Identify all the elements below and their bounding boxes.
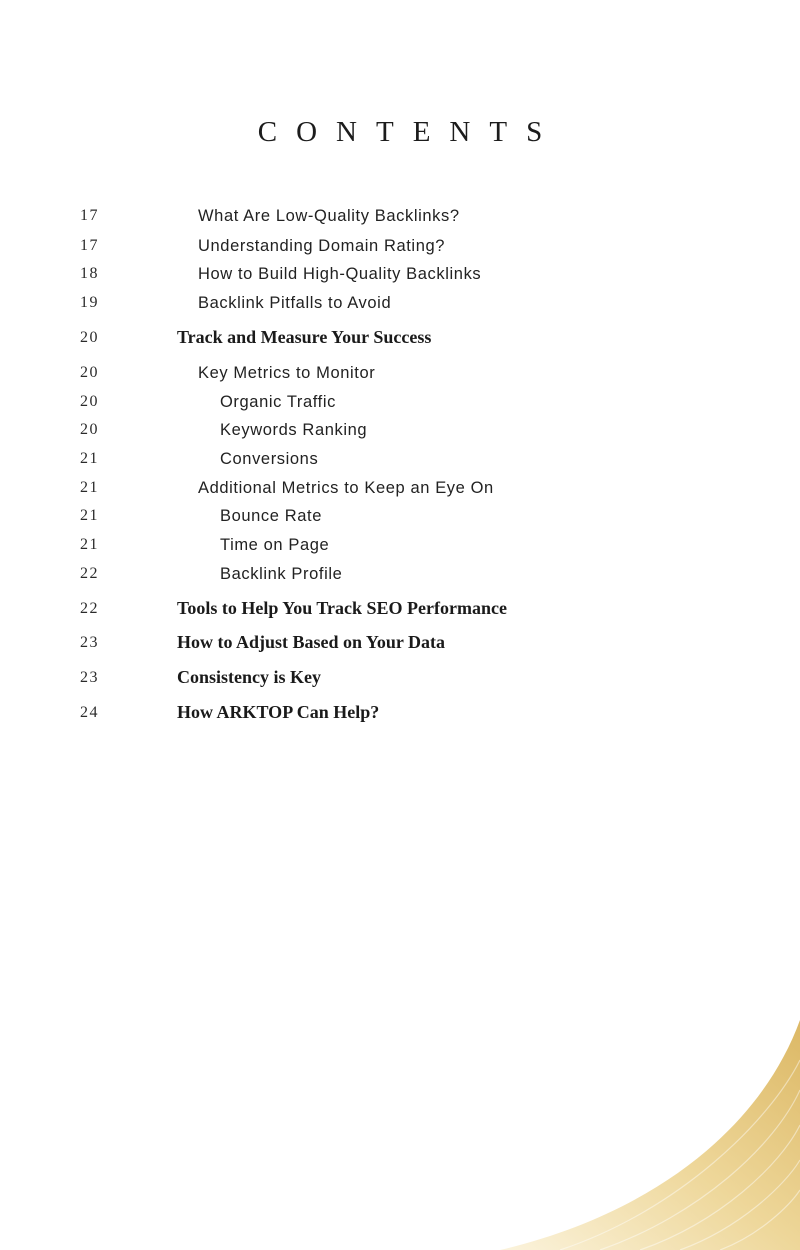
toc-entry-label: Backlink Pitfalls to Avoid xyxy=(198,294,392,312)
toc-entry[interactable] xyxy=(0,265,800,295)
toc-page-number: 18 xyxy=(80,265,99,282)
toc-page-number: 22 xyxy=(80,600,99,617)
toc-page-number: 19 xyxy=(80,294,99,311)
toc-section-entry[interactable] xyxy=(0,667,800,697)
toc-page-number: 21 xyxy=(80,536,99,553)
toc-subentry[interactable] xyxy=(0,565,800,595)
toc-page-number: 20 xyxy=(80,364,99,381)
toc-subentry[interactable] xyxy=(0,393,800,423)
toc-subentry-label: Organic Traffic xyxy=(220,393,336,411)
toc-subentry[interactable] xyxy=(0,421,800,451)
toc-page-number: 24 xyxy=(80,704,99,721)
toc-page-number: 20 xyxy=(80,421,99,438)
toc-page-number: 20 xyxy=(80,393,99,410)
toc-page-number: 21 xyxy=(80,450,99,467)
toc-page-number: 21 xyxy=(80,507,99,524)
toc-page-number: 23 xyxy=(80,634,99,651)
toc-subentry[interactable] xyxy=(0,450,800,480)
toc-entry-label: Key Metrics to Monitor xyxy=(198,364,376,382)
toc-subentry[interactable] xyxy=(0,536,800,566)
toc-entry[interactable] xyxy=(0,364,800,394)
toc-page-number: 17 xyxy=(80,207,99,224)
toc-section-entry[interactable] xyxy=(0,702,800,732)
toc-subentry-label: Bounce Rate xyxy=(220,507,322,525)
toc-entry[interactable] xyxy=(0,237,800,267)
toc-subentry-label: Backlink Profile xyxy=(220,565,343,583)
toc-entry-label: What Are Low-Quality Backlinks? xyxy=(198,207,460,225)
page-title: CONTENTS xyxy=(257,116,562,148)
toc-section-label: Track and Measure Your Success xyxy=(177,327,432,347)
toc-entry-label: Additional Metrics to Keep an Eye On xyxy=(198,479,494,497)
toc-section-label: How to Adjust Based on Your Data xyxy=(177,632,446,652)
toc-section-label: How ARKTOP Can Help? xyxy=(177,702,380,722)
toc-section-entry[interactable] xyxy=(0,327,800,357)
toc-section-label: Tools to Help You Track SEO Performance xyxy=(177,598,507,618)
toc-section-entry[interactable] xyxy=(0,632,800,662)
toc-section-entry[interactable] xyxy=(0,598,800,628)
toc-entry[interactable] xyxy=(0,207,800,237)
toc-page-number: 21 xyxy=(80,479,99,496)
toc-entry[interactable] xyxy=(0,294,800,324)
toc-entry-label: How to Build High-Quality Backlinks xyxy=(198,265,482,283)
toc-subentry[interactable] xyxy=(0,507,800,537)
toc-subentry-label: Keywords Ranking xyxy=(220,421,368,439)
toc-page-number: 22 xyxy=(80,565,99,582)
toc-section-label: Consistency is Key xyxy=(177,667,321,687)
toc-subentry-label: Conversions xyxy=(220,450,319,468)
toc-subentry-label: Time on Page xyxy=(220,536,330,554)
toc-entry[interactable] xyxy=(0,479,800,509)
toc-entry-label: Understanding Domain Rating? xyxy=(198,237,446,255)
toc-page-number: 23 xyxy=(80,669,99,686)
toc-page-number: 17 xyxy=(80,237,99,254)
toc-page-number: 20 xyxy=(80,329,99,346)
